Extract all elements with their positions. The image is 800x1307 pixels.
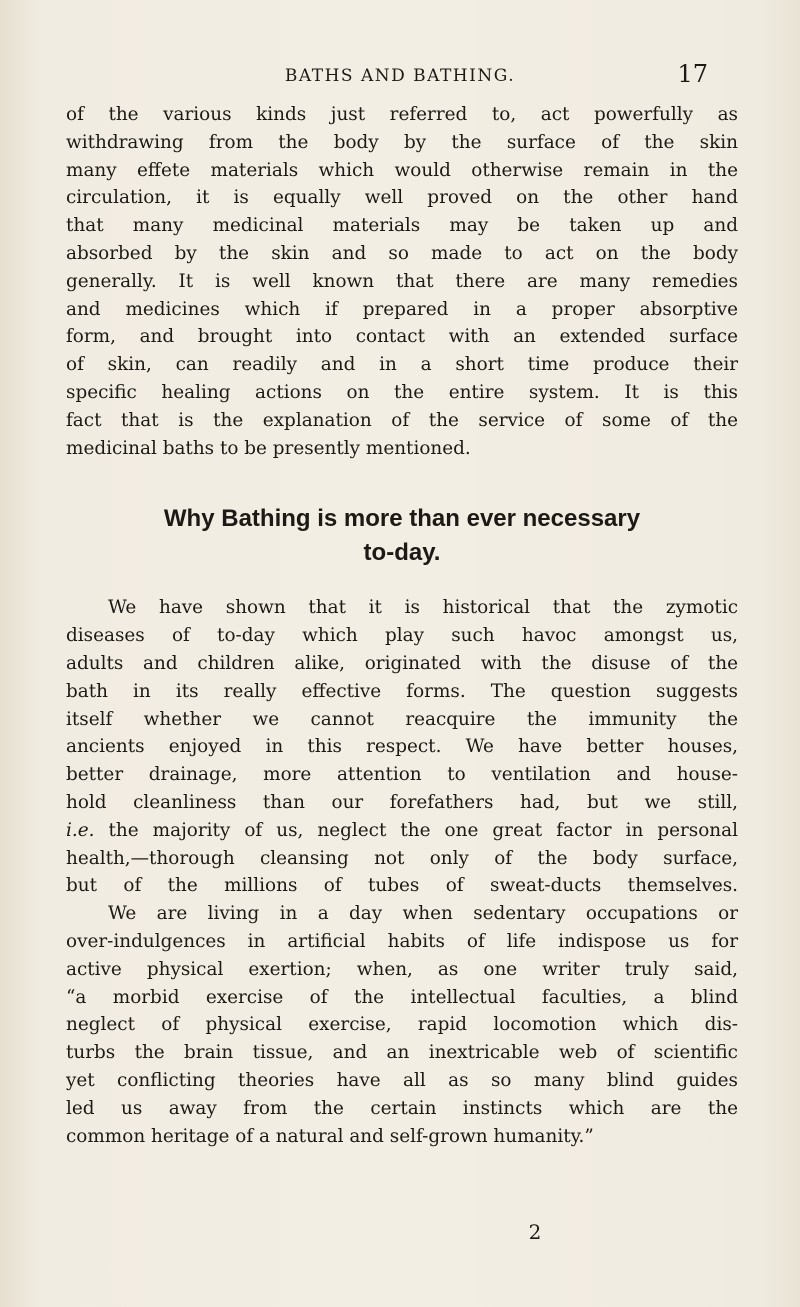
text-line: We are living in a day when sedentary occupations or — [108, 903, 738, 925]
text-line: “a morbid exercise of the intellectual faculties, a blind — [66, 986, 738, 1008]
text-line: led us away from the certain instincts which are the — [66, 1097, 738, 1119]
text-line-with-italic — [66, 817, 738, 845]
text-line: turbs the brain tissue, and an inextricable web of scientific — [66, 1042, 738, 1064]
section-heading — [66, 502, 738, 570]
text-line: specific healing actions on the entire system. It is this — [66, 381, 738, 403]
text-line: of skin, can readily and in a short time produce their — [66, 354, 738, 376]
text-line: medicinal baths to be presently mentioned. — [66, 437, 471, 459]
section-heading-line-1: Why Bathing is more than ever necessary — [163, 505, 641, 533]
text-line: generally. It is well known that there are many remedies — [66, 270, 738, 292]
text-line: over-indulgences in artificial habits of life indispose us for — [66, 930, 738, 952]
text-line: withdrawing from the body by the surface of the skin — [66, 131, 738, 153]
text-line: fact that is the explanation of the service of some of the — [66, 409, 738, 431]
paragraph-2 — [66, 594, 738, 1150]
text-line: circulation, it is equally well proved on the other hand — [66, 187, 738, 209]
text-line: We have shown that it is historical that the zymotic — [108, 597, 738, 619]
text-line: ancients enjoyed in this respect. We have better houses, — [66, 736, 738, 758]
text-line: and medicines which if prepared in a proper absorptive — [66, 298, 738, 320]
paragraph-1 — [66, 101, 738, 462]
signature-mark: 2 — [528, 1220, 542, 1244]
text-line: active physical exertion; when, as one writer truly said, — [66, 958, 738, 980]
running-title: BATHS AND BATHING. — [284, 66, 516, 86]
text-line: diseases of to-day which play such havoc amongst us, — [66, 625, 738, 647]
text-line: health,—thorough cleansing not only of the body surface, — [66, 847, 738, 869]
text-line: of the various kinds just referred to, act powerfully as — [66, 104, 738, 125]
page-number: 17 — [677, 60, 708, 88]
text-line: bath in its really effective forms. The question suggests — [66, 680, 738, 702]
italic-abbrev: i.e. — [66, 819, 95, 841]
text-line: yet conflicting theories have all as so many blind guides — [66, 1069, 738, 1091]
text-line: but of the millions of tubes of sweat-ducts themselves. — [66, 875, 738, 897]
text-line: that many medicinal materials may be taken up and — [66, 215, 738, 237]
section-heading-line-2: to-day. — [363, 539, 441, 567]
running-head — [0, 60, 800, 96]
text-fragment: the majority of us, neglect the one great factor in personal — [108, 819, 738, 841]
body-text — [66, 101, 738, 1150]
text-line: adults and children alike, originated with the disuse of the — [66, 652, 738, 674]
text-line: common heritage of a natural and self-grown humanity.” — [66, 1125, 594, 1147]
text-line: better drainage, more attention to ventilation and house- — [66, 764, 738, 786]
text-line: hold cleanliness than our forefathers had, but we still, — [66, 791, 738, 813]
text-line: form, and brought into contact with an extended surface — [66, 326, 738, 348]
text-line: absorbed by the skin and so made to act on the body — [66, 242, 738, 264]
text-line: many effete materials which would otherwise remain in the — [66, 159, 738, 181]
text-line: itself whether we cannot reacquire the immunity the — [66, 708, 738, 730]
text-line: neglect of physical exercise, rapid locomotion which dis- — [66, 1014, 738, 1036]
